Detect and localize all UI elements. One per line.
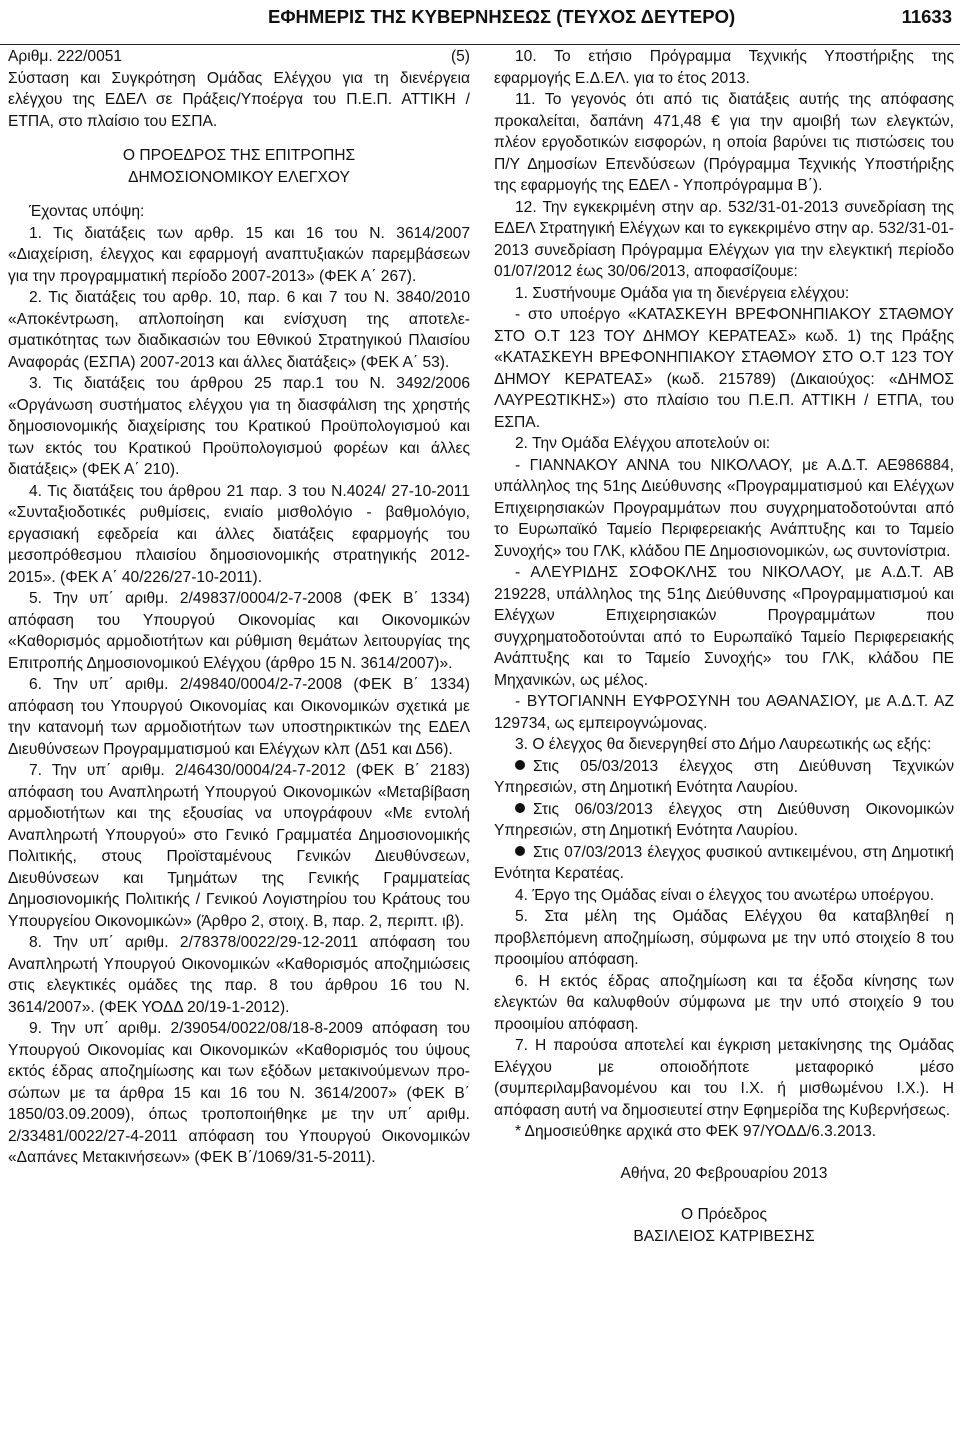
- preamble-6: 6. Την υπ΄ αριθμ. 2/49840/0004/2-7-2008 (ΦΕΚ Β΄ 1334) απόφαση του Υπουργού Οικονομίας και Οικονομικών σχετικά με την κατανομή των αρμοδιοτήτων των υποστηρικτικών της ΕΔΕΛ Διευθύνσεων Προγραμματισμού και Ελέγχων κλπ (Δ51 και Δ56).: [8, 676, 470, 758]
- decision-1: 1. Συστήνουμε Ομάδα για τη διενέργεια ελέγχου:: [515, 284, 850, 302]
- preamble-9: 9. Την υπ΄ αριθμ. 2/39054/0022/08/18-8-2009 απόφαση του Υπουργού Οικονομίας και Οικονομικών «Καθορισμός του ύψους εκτός έδρας αποζημίωσης και των εξόδων μετακινούμενων προσώπων με τα άρθρα 15 και 16 του Ν. 3614/2007» (ΦΕΚ Β΄ 1850/03.09.2009), όπως τροποποιήθηκε με την υπ΄ αριθμ. 2/33481/0022/27-4-2011 απόφαση του Υπουργού Οικονομικών «Δαπάνες Μετακινήσεων» (ΦΕΚ Β΄/1069/31-5-2011).: [8, 1020, 470, 1166]
- running-head: ΕΦΗΜΕΡΙΣ ΤΗΣ ΚΥΒΕΡΝΗΣΕΩΣ (ΤΕΥΧΟΣ ΔΕΥΤΕΡΟ): [268, 6, 736, 27]
- schedule-item-3: [494, 842, 954, 885]
- page-header: [0, 0, 960, 45]
- decision-3: 3. Ο έλεγχος θα διενεργηθεί στο Δήμο Λαυρεωτικής ως εξής:: [515, 736, 932, 753]
- decision-6: 6. Η εκτός έδρας αποζημίωση και τα έξοδα κίνησης των ελεγκτών θα καλυφθούν σύμφωνα με την υπό στοιχείο 9 του προοιμίου απόφαση.: [494, 972, 954, 1033]
- preamble-4: 4. Τις διατάξεις του άρθρου 21 παρ. 3 του Ν.4024/ 27-10-2011 «Συνταξιοδοτικές ρυθμίσεις, ενιαίο μισθολόγιο - βαθμολόγιο, εργασιακή εφεδρεία και άλλες διατάξεις εφαρμογής του μεσοπρόθεσμου πλαισίου δημοσιονομικής στρατηγικής 2012-2015». (ΦΕΚ Α΄ 40/226/27-10-2011).: [8, 482, 470, 586]
- preamble-7: 7. Την υπ΄ αριθμ. 2/46430/0004/24-7-2012 (ΦΕΚ Β΄ 2183) απόφαση του Αναπληρωτή Υπουργού Οικονομικών «Μεταβίβαση αρμοδιοτήτων και της εξουσίας να υπογράφουν «Με εντολή Αναπληρωτή Υπουργού» στο Γενικό Γραμματέα Δημοσιονομικής Πολιτικής, στους Προϊσταμένους Γενικών Διευθύνσεων, Διευθύνσεων και Τμημάτων της Γενικής Γραμματείας Δημοσιονομικής Πολιτικής / Γενικού Λογιστηρίου του Κράτους του Υπουργείου Οικονομικών» (Άρθρο 2, στοιχ. Β, παρ. 2, περιπτ. ιβ).: [8, 762, 470, 930]
- decision-number-line: [8, 46, 470, 68]
- right-column: [494, 44, 954, 1247]
- schedule-item-1-text: Στις 05/03/2013 έλεγχος στη Διεύθυνση Τεχνικών Υπηρεσιών, στη Δημοτική Ενότητα Λαυρίου.: [494, 757, 954, 796]
- preamble-2: 2. Τις διατάξεις του αρθρ. 10, παρ. 6 και 7 του Ν. 3840/2010 «Αποκέντρωση, απλοποίηση και ενίσχυση της αποτελεσματικότητας των διαδικασιών του Εθνικού Στρατηγικού Πλαισίου Αναφοράς (ΕΣΠΑ) 2007-2013 και άλλες διατάξεις» (ΦΕΚ Α΄ 53).: [8, 289, 470, 371]
- preamble-11: 11. Το γεγονός ότι από τις διατάξεις αυτής της απόφασης προκαλείται, δαπάνη 471,48 € για την αμοιβή των ελεγκτών, πλέον εργοδοτικών εισφορών, η οποία βαρύνει τις πιστώσεις του Π/Υ Δημοσίων Επενδύσεων (Πρόγραμμα Τεχνικής Υποστήριξης της εφαρμογής της ΕΔΕΛ - Υποπρόγραμμα Β΄).: [494, 91, 954, 194]
- decision-2: 2. Την Ομάδα Ελέγχου αποτελούν οι:: [515, 435, 771, 452]
- signatory-name: ΒΑΣΙΛΕΙΟΣ ΚΑΤΡΙΒΕΣΗΣ: [633, 1227, 815, 1245]
- decision-title: Σύσταση και Συγκρότηση Ομάδας Ελέγχου για τη διενέργεια ελέγχου της ΕΔΕΛ σε Πράξεις/Υποέργα του Π.Ε.Π. ΑΤΤΙΚΗ / ΕΤΠΑ, στο πλαίσιο του ΕΣΠΑ.: [8, 69, 470, 130]
- preamble-12: 12. Την εγκεκριμένη στην αρ. 532/31-01-2013 συνεδρίαση της ΕΔΕΛ Στρατηγική Ελέγχων και το εγκεκριμένο στην αρ. 532/31-01-2013 συνεδρίαση Πρόγραμμα Ελέγχων για την ελεγκτική περίοδο 01/07/2012 έως 30/06/2013, αποφασίζουμε:: [494, 198, 954, 280]
- preamble-8: 8. Την υπ΄ αριθμ. 2/78378/0022/29-12-2011 απόφαση του Αναπληρωτή Υπουργού Οικονομικών «Καθορισμός αποζημιώσεις στις ελεγκτικές ομάδες της παρ. 8 του άρθρου 16 του Ν. 3614/2007». (ΦΕΚ ΥΟΔΔ 20/19-1-2012).: [8, 934, 470, 1016]
- member-1: - ΓΙΑΝΝΑΚΟΥ ΑΝΝΑ του ΝΙΚΟΛΑΟΥ, με Α.Δ.Τ. ΑΕ986884, υπάλληλος της 51ης Διεύθυνσης «Προγραμματισμού και Ελέγχων Επιχειρησιακών Προγραμμάτων που συγχρηματοδοτούνται από το Ευρωπαϊκό Ταμείο Περιφερειακής Ανάπτυξης και το Ταμείο Συνοχής» του ΓΛΚ, κλάδου ΠΕ Δημοσιονομικών, ως συντονίστρια.: [494, 456, 954, 560]
- schedule-item-1: [494, 756, 954, 799]
- decision-marker: (5): [450, 48, 470, 65]
- bullet-icon: [515, 846, 525, 856]
- decision-1-subproject: - στο υποέργο «ΚΑΤΑΣΚΕΥΗ ΒΡΕΦΟΝΗΠΙΑΚΟΥ ΣΤΑΘΜΟΥ ΣΤΟ Ο.Τ 123 ΤΟΥ ΔΗΜΟΥ ΚΕΡΑΤΕΑΣ» κωδ. 1) της Πράξης «ΚΑΤΑΣΚΕΥΗ ΒΡΕΦΟΝΗΠΙΑΚΟΥ ΣΤΑΘΜΟΥ ΣΤΟ Ο.Τ 123 ΤΟΥ ΔΗΜΟΥ ΚΕΡΑΤΕΑΣ» (κωδ. 215789) (Δικαιούχος: «ΔΗΜΟΣ ΛΑΥΡΕΩΤΙΚΗΣ») στο πλαίσιο του Π.Ε.Π. ΑΤΤΙΚΗ / ΕΤΠΑ, του ΕΣΠΑ.: [494, 306, 954, 431]
- member-2: - ΑΛΕΥΡΙΔΗΣ ΣΟΦΟΚΛΗΣ του ΝΙΚΟΛΑΟΥ, με Α.Δ.Τ. ΑΒ 219228, υπάλληλος της 51ης Διεύθυνσης «Προγραμματισμού και Ελέγχων Επιχειρησιακών Προγραμμάτων που συγχρηματοδοτούνται από το Ευρωπαϊκό Ταμείο Περιφερειακής Ανάπτυξης και το Ταμείο Συνοχής» του ΓΛΚ, κλάδου ΠΕ Μηχανικών, ως μέλος.: [494, 564, 954, 689]
- preamble-3: 3. Τις διατάξεις του άρθρου 25 παρ.1 του Ν. 3492/2006 «Οργάνωση συστήματος ελέγχου για τη διασφάλιση της χρηστής δημοσιονομικής διαχείρισης του Κρατικού Προϋπολογισμού και των εκτός του Κρατικού Προϋπολογισμού φορέων και άλλες διατάξεις» (ΦΕΚ Α΄ 210).: [8, 375, 470, 478]
- having-regard: Έχοντας υπόψη:: [29, 203, 145, 220]
- bullet-icon: [515, 760, 525, 770]
- decision-4: 4. Έργο της Ομάδας είναι ο έλεγχος του ανωτέρω υποέργου.: [515, 886, 935, 904]
- preamble-1: 1. Τις διατάξεις των αρθρ. 15 και 16 του Ν. 3614/2007 «Διαχείριση, έλεγχος και εφαρμογή αναπτυξιακών παρεμβάσεων για την προγραμματική περίοδο 2007-2013» (ΦΕΚ Α΄ 267).: [8, 224, 470, 285]
- place-date: Αθήνα, 20 Φεβρουαρίου 2013: [620, 1164, 828, 1182]
- schedule-item-3-text: Στις 07/03/2013 έλεγχος φυσικού αντικειμένου, στη Δημοτική Ενότητα Κερατέας.: [494, 843, 954, 882]
- authority-line-2: ΔΗΜΟΣΙΟΝΟΜΙΚΟΥ ΕΛΕΓΧΟΥ: [128, 168, 350, 186]
- schedule-item-2: [494, 799, 954, 842]
- footnote: * Δημοσιεύθηκε αρχικά στο ΦΕΚ 97/ΥΟΔΔ/6.3.2013.: [515, 1123, 877, 1140]
- signatory-role: Ο Πρόεδρος: [681, 1206, 767, 1223]
- decision-7: 7. Η παρούσα αποτελεί και έγκριση μετακίνησης της Ομάδας Ελέγχου με οποιοδήποτε μεταφορικό μέσο (συμπεριλαμβανομένου και του Ι.Χ. ή μισθωμένου Ι.Χ.). Η απόφαση αυτή να δημοσιευτεί στην Εφημερίδα της Κυβερνήσεως.: [494, 1037, 954, 1119]
- preamble-10: 10. Το ετήσιο Πρόγραμμα Τεχνικής Υποστήριξης της εφαρμογής Ε.Δ.ΕΛ. για το έτος 2013.: [494, 48, 954, 87]
- decision-number: Αριθμ. 222/0051: [8, 48, 123, 65]
- bullet-icon: [515, 803, 525, 813]
- schedule-item-2-text: Στις 06/03/2013 έλεγχος στη Διεύθυνση Οικονομικών Υπηρεσιών, στη Δημοτική Ενότητα Λαυρίου.: [494, 800, 954, 839]
- decision-5: 5. Στα μέλη της Ομάδας Ελέγχου θα καταβληθεί η προβλεπόμενη αποζημίωση, σύμφωνα με την υπό στοιχείο 8 του προοιμίου απόφαση.: [494, 908, 954, 968]
- authority-line-1: Ο ΠΡΟΕΔΡΟΣ ΤΗΣ ΕΠΙΤΡΟΠΗΣ: [122, 147, 356, 164]
- preamble-5: 5. Την υπ΄ αριθμ. 2/49837/0004/2-7-2008 (ΦΕΚ Β΄ 1334) απόφαση του Υπουργού Οικονομίας και Οικονομικών «Καθορισμός αρμοδιοτήτων και ρύθμιση θεμάτων λειτουργίας της Επιτροπής Δημοσιονομικού Ελέγχου (άρθρο 15 Ν. 3614/2007)».: [8, 590, 470, 672]
- left-column: [8, 44, 470, 1169]
- page-number: 11633: [901, 6, 952, 27]
- member-3: - ΒΥΤΟΓΙΑΝΝΗ ΕΥΦΡΟΣΥΝΗ του ΑΘΑΝΑΣΙΟΥ, με Α.Δ.Τ. ΑΖ 129734, ως εμπειρογνώμονας.: [494, 693, 954, 732]
